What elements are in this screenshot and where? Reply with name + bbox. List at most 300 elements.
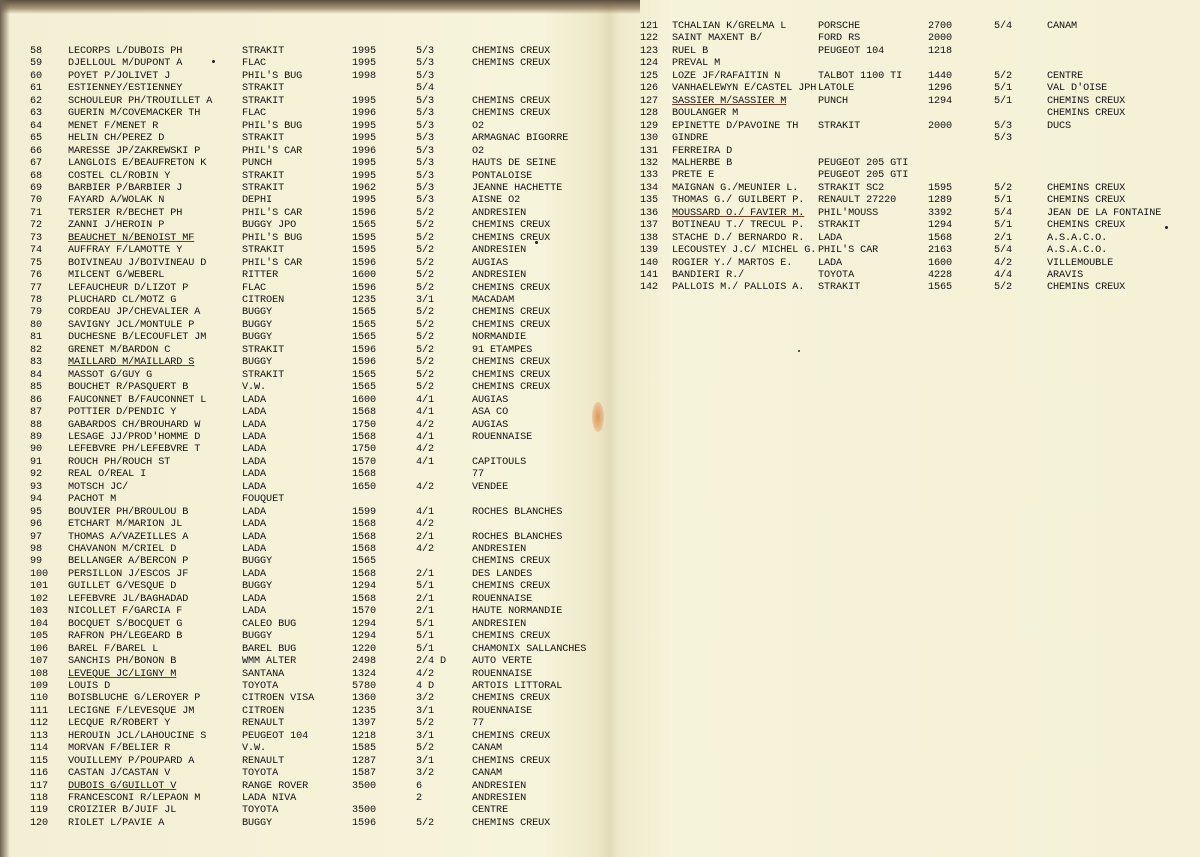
entry-row — [30, 220, 600, 232]
entry-drivers: POYET P/JOLIVET J — [68, 70, 171, 82]
entry-drivers: SAVIGNY JCL/MONTULE P — [68, 319, 195, 331]
entry-row — [30, 606, 600, 618]
entry-number: 89 — [30, 431, 43, 443]
entry-displacement: 1568 — [352, 469, 377, 481]
entry-displacement: 1568 — [928, 232, 953, 244]
entry-class: 5/1 — [416, 618, 435, 630]
entry-drivers: SAINT MAXENT B/ — [672, 33, 763, 45]
entry-number: 118 — [30, 793, 49, 804]
entry-club: 77 — [472, 469, 485, 481]
entry-class: 2 — [416, 793, 423, 804]
entry-class: 5/3 — [994, 120, 1013, 132]
entry-class: 2/1 — [416, 531, 435, 543]
entry-displacement: 1600 — [352, 394, 377, 406]
entry-drivers: AUFFRAY F/LAMOTTE Y — [68, 245, 183, 257]
entry-club: O2 — [472, 120, 485, 132]
entry-car: LADA — [242, 431, 267, 443]
entry-class: 5/2 — [994, 182, 1013, 194]
entry-number: 130 — [640, 133, 659, 145]
entry-displacement: 1570 — [352, 456, 377, 468]
entry-club: CHEMINS CREUX — [472, 382, 551, 394]
entry-class: 4/2 — [994, 257, 1013, 269]
entry-car: RENAULT 27220 — [818, 195, 897, 207]
entry-number: 107 — [30, 656, 49, 668]
entry-number: 142 — [640, 282, 659, 294]
entry-row — [30, 793, 600, 805]
entry-number: 123 — [640, 45, 659, 57]
entry-displacement: 1962 — [352, 182, 377, 194]
entry-class: 5/3 — [994, 133, 1013, 145]
entry-drivers: FAUCONNET B/FAUCONNET L — [68, 394, 207, 406]
entry-car: LADA — [242, 407, 267, 419]
entry-number: 68 — [30, 170, 43, 182]
entry-class: 5/3 — [416, 133, 435, 145]
entry-row — [30, 669, 600, 681]
entry-class: 4/2 — [416, 544, 435, 555]
entry-club: CENTRE — [1047, 70, 1084, 82]
entry-drivers: DUBOIS G/GUILLOT V — [68, 780, 177, 792]
entry-club: ARAVIS — [1047, 270, 1084, 281]
entry-number: 97 — [30, 531, 43, 543]
entry-class: 4/2 — [416, 519, 435, 531]
entry-club: CHEMINS CREUX — [472, 307, 551, 319]
entry-car: CITROEN VISA — [242, 693, 315, 705]
entry-number: 134 — [640, 182, 659, 194]
entry-club: ROUENNAISE — [472, 593, 533, 605]
entry-displacement: 1568 — [352, 544, 377, 555]
entry-row — [30, 283, 600, 295]
entry-displacement: 1596 — [352, 257, 377, 269]
entry-class: 2/1 — [416, 593, 435, 605]
entry-row — [30, 146, 600, 158]
entry-row — [640, 146, 1200, 158]
entry-class: 5/3 — [416, 58, 435, 70]
entry-car: PUNCH — [242, 158, 273, 170]
entry-car: V.W. — [242, 382, 267, 394]
entry-row — [30, 756, 600, 768]
entry-class: 5/1 — [994, 220, 1013, 232]
entry-car: LADA NIVA — [242, 793, 297, 804]
entry-displacement: 1565 — [352, 319, 377, 331]
entry-displacement: 1585 — [352, 743, 377, 755]
entry-drivers: MARESSE JP/ZAKREWSKI P — [68, 145, 201, 157]
entry-row — [640, 46, 1200, 58]
entry-displacement: 1397 — [352, 718, 377, 730]
entry-class: 5/3 — [416, 70, 435, 82]
entry-club: 77 — [472, 718, 485, 730]
entry-drivers: GUERIN M/COVEMACKER TH — [68, 108, 201, 120]
entry-car: TOYOTA — [242, 680, 279, 692]
entry-row — [30, 270, 600, 282]
entry-number: 119 — [30, 805, 49, 817]
entry-displacement: 1995 — [352, 158, 377, 170]
entry-drivers: LESAGE JJ/PROD'HOMME D — [68, 431, 201, 443]
entry-class: 2/1 — [416, 568, 435, 580]
entry-row — [30, 382, 600, 394]
entry-class: 5/2 — [416, 282, 435, 294]
entry-row — [30, 681, 600, 693]
entry-drivers: POTTIER D/PENDIC Y — [68, 407, 177, 419]
entry-number: 139 — [640, 245, 659, 257]
entry-displacement: 1296 — [928, 83, 953, 95]
entry-row — [640, 71, 1200, 83]
entry-drivers: TERSIER R/BECHET PH — [68, 207, 183, 219]
entry-class: 5/4 — [994, 207, 1013, 219]
entry-class: 5/3 — [416, 170, 435, 182]
entry-class: 5/1 — [994, 195, 1013, 207]
entry-number: 78 — [30, 295, 43, 306]
entry-drivers: RAFRON PH/LEGEARD B — [68, 631, 183, 643]
entry-number: 126 — [640, 83, 659, 95]
entry-car: BUGGY — [242, 357, 273, 369]
entry-class: 3/1 — [416, 705, 435, 717]
entry-drivers: VOUILLEMY P/POUPARD A — [68, 755, 195, 767]
entry-displacement: 3500 — [352, 780, 377, 792]
entry-displacement: 1289 — [928, 195, 953, 207]
entry-car: BAREL BUG — [242, 643, 297, 655]
entry-drivers: NICOLLET F/GARCIA F — [68, 606, 183, 618]
entry-car: PHIL'MOUSS — [818, 207, 879, 219]
entry-club: AUGIAS — [472, 394, 509, 406]
entry-car: PHIL'S BUG — [242, 70, 303, 82]
entry-drivers: BEAUCHET N/BENOIST MF — [68, 232, 195, 244]
entry-row — [30, 805, 600, 817]
entry-drivers: SCHOULEUR PH/TROUILLET A — [68, 95, 213, 107]
entry-row — [30, 96, 600, 108]
entry-class: 4/1 — [416, 407, 435, 419]
entry-class: 5/2 — [416, 718, 435, 730]
entry-club: CHEMINS CREUX — [472, 319, 551, 331]
entry-row — [30, 183, 600, 195]
entry-displacement: 1294 — [352, 618, 377, 630]
entry-number: 65 — [30, 133, 43, 145]
entry-drivers: BANDIERI R./ — [672, 270, 745, 281]
photo-edge-top — [0, 0, 640, 14]
entry-class: 4 D — [416, 680, 435, 692]
entry-drivers: LANGLOIS E/BEAUFRETON K — [68, 158, 207, 170]
entry-car: PHIL'S CAR — [242, 145, 303, 157]
entry-car: CITROEN — [242, 705, 285, 717]
entry-car: CALEO BUG — [242, 618, 297, 630]
entry-drivers: PACHOT M — [68, 494, 117, 506]
entry-class: 5/2 — [416, 232, 435, 244]
entry-displacement: 1235 — [352, 295, 377, 306]
entry-number: 88 — [30, 419, 43, 431]
entry-number: 62 — [30, 95, 43, 107]
entry-drivers: LEFAUCHEUR D/LIZOT P — [68, 282, 189, 294]
entry-drivers: BOIVINEAU J/BOIVINEAU D — [68, 257, 207, 269]
entry-row — [640, 58, 1200, 70]
entry-displacement: 5780 — [352, 680, 377, 692]
entry-drivers: LEFEBVRE PH/LEFEBVRE T — [68, 444, 201, 456]
entry-number: 60 — [30, 70, 43, 82]
entry-car: TOYOTA — [242, 768, 279, 780]
entry-row — [30, 519, 600, 531]
entry-row — [640, 220, 1200, 232]
entry-class: 4/2 — [416, 481, 435, 493]
entry-club: CHEMINS CREUX — [1047, 108, 1126, 120]
entry-car: STRAKIT — [242, 369, 285, 381]
entry-drivers: STACHE D./ BERNARDO R. — [672, 232, 805, 244]
entry-displacement: 1596 — [352, 282, 377, 294]
entry-class: 5/4 — [416, 83, 435, 95]
entry-displacement: 1568 — [352, 593, 377, 605]
entry-drivers: BOCQUET S/BOCQUET G — [68, 618, 183, 630]
entry-drivers: LECORPS L/DUBOIS PH — [68, 46, 183, 57]
entry-class: 4/4 — [994, 270, 1013, 281]
entry-row — [30, 768, 600, 780]
entry-car: STRAKIT — [242, 245, 285, 257]
entry-drivers: MORVAN F/BELIER R — [68, 743, 171, 755]
entry-club: ROUENNAISE — [472, 431, 533, 443]
entry-number: 71 — [30, 207, 43, 219]
entry-club: CHEMINS CREUX — [472, 581, 551, 593]
entry-number: 121 — [640, 21, 659, 32]
entry-class: 4/2 — [416, 444, 435, 456]
entry-drivers: CORDEAU JP/CHEVALIER A — [68, 307, 201, 319]
entry-car: LADA — [242, 456, 267, 468]
entry-car: WMM ALTER — [242, 656, 297, 668]
entry-number: 101 — [30, 581, 49, 593]
entry-drivers: MALHERBE B — [672, 157, 733, 169]
entry-drivers: RUEL B — [672, 45, 709, 57]
entry-row — [640, 270, 1200, 282]
entry-club: CHEMINS CREUX — [472, 95, 551, 107]
entry-class: 5/2 — [416, 369, 435, 381]
entry-number: 102 — [30, 593, 49, 605]
entry-class: 5/1 — [416, 643, 435, 655]
entry-car: PEUGEOT 104 — [818, 45, 885, 57]
entry-number: 76 — [30, 270, 43, 282]
entry-displacement: 1595 — [352, 232, 377, 244]
entry-row — [640, 195, 1200, 207]
entry-car: LATOLE — [818, 83, 855, 95]
entry-drivers: BOULANGER M — [672, 108, 739, 120]
entry-drivers: DJELLOUL M/DUPONT A — [68, 58, 183, 70]
entry-drivers: MOTSCH JC/ — [68, 481, 129, 493]
entry-car: STRAKIT — [818, 282, 861, 294]
entry-number: 79 — [30, 307, 43, 319]
entry-displacement: 1565 — [352, 382, 377, 394]
entry-displacement: 1596 — [352, 344, 377, 356]
entry-class: 4/1 — [416, 506, 435, 518]
entry-club: VAL D'OISE — [1047, 83, 1108, 95]
entry-class: 4/1 — [416, 456, 435, 468]
entry-car: STRAKIT — [242, 133, 285, 145]
entry-drivers: ESTIENNEY/ESTIENNEY — [68, 83, 183, 95]
entry-drivers: MILCENT G/WEBERL — [68, 270, 165, 282]
entry-class: 5/2 — [994, 282, 1013, 294]
entry-row — [30, 569, 600, 581]
entry-class: 5/4 — [994, 21, 1013, 32]
entry-class: 5/2 — [416, 357, 435, 369]
entry-class: 5/4 — [994, 245, 1013, 257]
entry-car: STRAKIT — [818, 120, 861, 132]
entry-number: 120 — [30, 817, 49, 829]
entry-club: CHEMINS CREUX — [472, 556, 551, 568]
entry-car: FORD RS — [818, 33, 861, 45]
entry-row — [30, 420, 600, 432]
entry-club: CHEMINS CREUX — [472, 108, 551, 120]
entry-car: LADA — [242, 531, 267, 543]
entry-number: 81 — [30, 332, 43, 344]
entry-row — [30, 395, 600, 407]
entry-class: 5/2 — [416, 743, 435, 755]
entry-car: LADA — [242, 506, 267, 518]
entry-car: PEUGEOT 205 GTI — [818, 170, 909, 182]
entry-displacement: 1995 — [352, 195, 377, 207]
entry-class: 3/2 — [416, 693, 435, 705]
entry-row — [640, 83, 1200, 95]
entry-car: TOYOTA — [818, 270, 855, 281]
entry-drivers: DUCHESNE B/LECOUFLET JM — [68, 332, 207, 344]
entry-row — [30, 108, 600, 120]
entry-row — [30, 307, 600, 319]
entry-number: 72 — [30, 220, 43, 232]
entry-drivers: MAIGNAN G./MEUNIER L. — [672, 182, 799, 194]
entry-class: 5/2 — [416, 220, 435, 232]
entry-club: CHEMINS CREUX — [472, 817, 551, 829]
entry-displacement: 1600 — [928, 257, 953, 269]
entry-drivers: PRETE E — [672, 170, 715, 182]
entry-number: 80 — [30, 319, 43, 331]
entry-car: PHIL'S CAR — [242, 257, 303, 269]
entry-number: 128 — [640, 108, 659, 120]
entry-row — [640, 208, 1200, 220]
entry-displacement: 1596 — [352, 207, 377, 219]
entry-row — [640, 282, 1200, 294]
entry-displacement: 1596 — [352, 817, 377, 829]
entry-row — [30, 245, 600, 257]
entry-drivers: THOMAS A/VAZEILLES A — [68, 531, 189, 543]
entry-row — [640, 158, 1200, 170]
entry-club: A.S.A.C.O. — [1047, 245, 1108, 257]
entry-displacement: 1750 — [352, 444, 377, 456]
entry-drivers: EPINETTE D/PAVOINE TH — [672, 120, 799, 132]
entry-drivers: FRANCESCONI R/LEPAON M — [68, 793, 201, 804]
entry-number: 93 — [30, 481, 43, 493]
entry-club: AUGIAS — [472, 257, 509, 269]
entry-row — [30, 83, 600, 95]
entry-class: 5/2 — [994, 70, 1013, 82]
entry-displacement: 2498 — [352, 656, 377, 668]
entry-row — [30, 781, 600, 793]
entry-number: 96 — [30, 519, 43, 531]
entry-number: 70 — [30, 195, 43, 207]
entry-drivers: GINDRE — [672, 133, 709, 145]
entry-displacement: 1565 — [928, 282, 953, 294]
entry-row — [30, 357, 600, 369]
entry-class: 5/2 — [416, 207, 435, 219]
entry-row — [30, 432, 600, 444]
entry-class: 5/3 — [416, 158, 435, 170]
entry-class: 5/2 — [416, 382, 435, 394]
entry-number: 85 — [30, 382, 43, 394]
entry-class: 2/1 — [994, 232, 1013, 244]
entry-club: CENTRE — [472, 805, 509, 817]
entry-car: STRAKIT — [242, 95, 285, 107]
entry-displacement: 1220 — [352, 643, 377, 655]
entry-club: CHAMONIX SALLANCHES — [472, 643, 587, 655]
ink-dot — [798, 350, 800, 352]
entry-drivers: LEFEBVRE JL/BAGHADAD — [68, 593, 189, 605]
entry-displacement: 1650 — [352, 481, 377, 493]
entry-club: HAUTE NORMANDIE — [472, 606, 563, 618]
entry-row — [640, 245, 1200, 257]
entry-number: 104 — [30, 618, 49, 630]
entry-row — [640, 96, 1200, 108]
entry-displacement: 1568 — [352, 431, 377, 443]
entry-club: 91 ETAMPES — [472, 344, 533, 356]
photo-edge-left — [0, 0, 10, 857]
entry-drivers: MENET F/MENET R — [68, 120, 159, 132]
entry-club: CHEMINS CREUX — [472, 631, 551, 643]
entry-class: 6 — [416, 780, 423, 792]
entry-drivers: BOUCHET R/PASQUERT B — [68, 382, 189, 394]
entry-drivers: CROIZIER B/JUIF JL — [68, 805, 177, 817]
entry-club: ANDRESIEN — [472, 793, 527, 804]
entry-club: CHEMINS CREUX — [472, 232, 551, 244]
entry-club: HAUTS DE SEINE — [472, 158, 557, 170]
entry-drivers: CHAVANON M/CRIEL D — [68, 544, 177, 555]
entry-car: RENAULT — [242, 718, 285, 730]
entry-car: STRAKIT — [242, 344, 285, 356]
entry-car: STRAKIT SC2 — [818, 182, 885, 194]
entry-drivers: ROUCH PH/ROUCH ST — [68, 456, 171, 468]
entry-number: 100 — [30, 568, 49, 580]
entry-club: JEAN DE LA FONTAINE — [1047, 207, 1162, 219]
entry-row — [30, 818, 600, 830]
entry-number: 58 — [30, 46, 43, 57]
entry-displacement: 1565 — [352, 556, 377, 568]
entry-club: ANDRESIEN — [472, 245, 527, 257]
entry-car: FLAC — [242, 282, 267, 294]
entry-number: 138 — [640, 232, 659, 244]
entry-drivers: BOUVIER PH/BROULOU B — [68, 506, 189, 518]
entry-number: 74 — [30, 245, 43, 257]
entry-row — [30, 693, 600, 705]
entry-class: 5/1 — [416, 631, 435, 643]
entry-displacement: 1440 — [928, 70, 953, 82]
entry-car: V.W. — [242, 743, 267, 755]
entry-club: A.S.A.C.O. — [1047, 232, 1108, 244]
entry-row — [640, 21, 1200, 33]
entry-displacement: 1287 — [352, 755, 377, 767]
entry-drivers: THOMAS G./ GUILBERT P. — [672, 195, 805, 207]
entry-car: LADA — [242, 568, 267, 580]
entry-club: AUTO VERTE — [472, 656, 533, 668]
entry-row — [30, 46, 600, 58]
entry-row — [30, 233, 600, 245]
entry-drivers: HEROUIN JCL/LAHOUCINE S — [68, 730, 207, 742]
entry-drivers: ZANNI J/HEROIN P — [68, 220, 165, 232]
entry-number: 75 — [30, 257, 43, 269]
entry-car: BUGGY JPO — [242, 220, 297, 232]
entry-class: 3/1 — [416, 755, 435, 767]
entry-row — [30, 332, 600, 344]
entry-drivers: ETCHART M/MARION JL — [68, 519, 183, 531]
entry-class: 5/3 — [416, 108, 435, 120]
entry-displacement: 1218 — [928, 45, 953, 57]
entry-club: CANAM — [472, 743, 503, 755]
entry-number: 67 — [30, 158, 43, 170]
entry-class: 2/1 — [416, 606, 435, 618]
entry-club: O2 — [472, 145, 485, 157]
entry-car: FLAC — [242, 58, 267, 70]
entry-car: LADA — [818, 257, 843, 269]
entry-displacement: 1565 — [352, 307, 377, 319]
entry-row — [30, 718, 600, 730]
